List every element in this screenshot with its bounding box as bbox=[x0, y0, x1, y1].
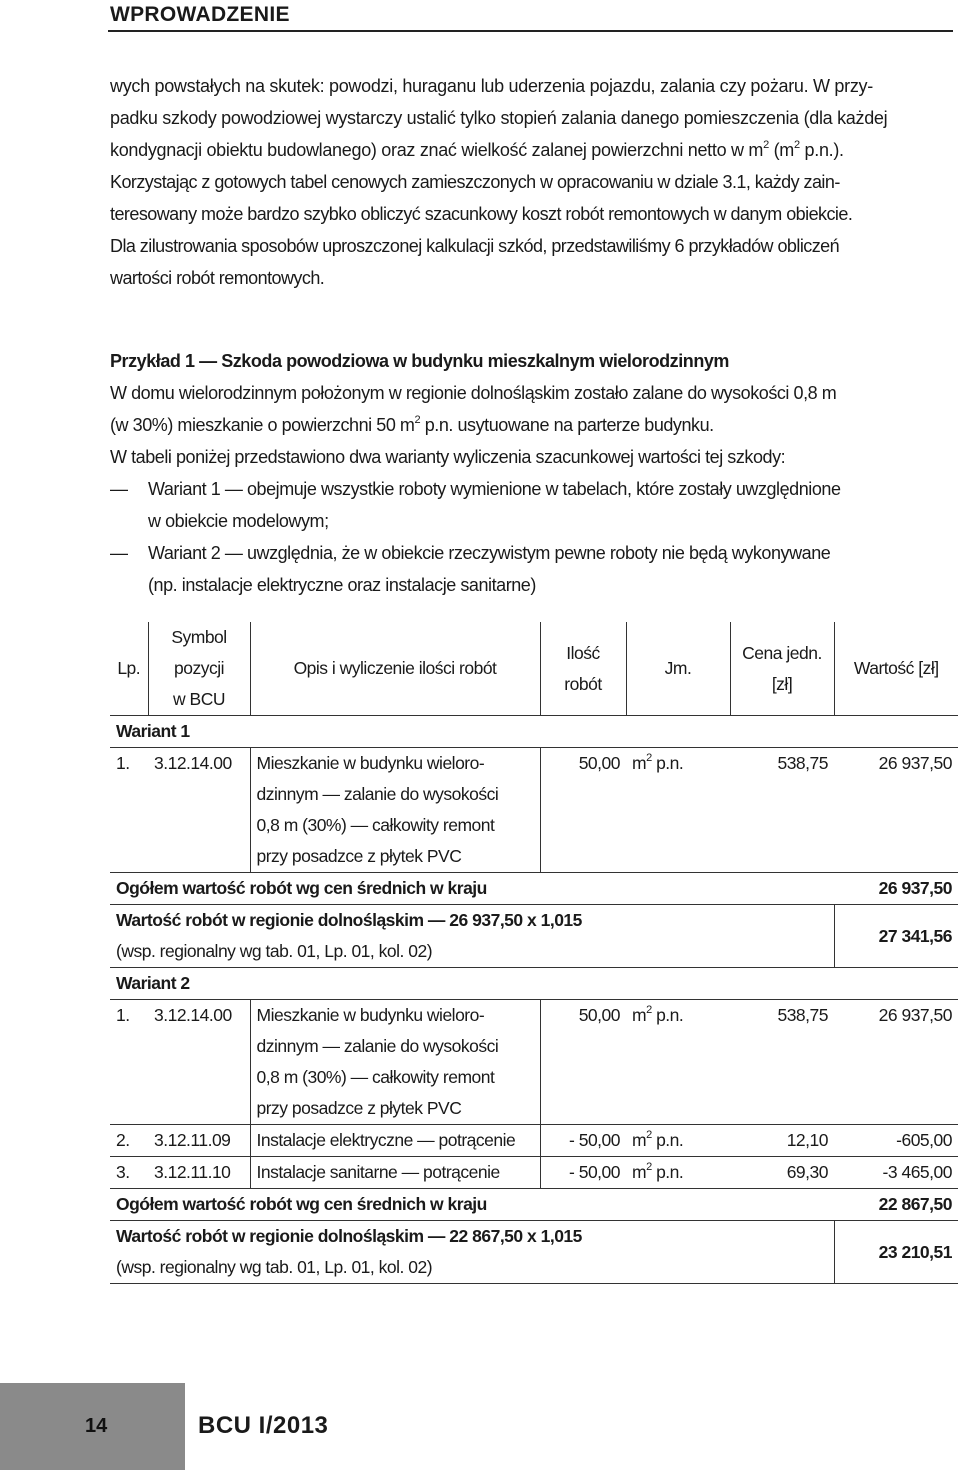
cell-jm: $m^2$ p.n. bbox=[632, 1129, 684, 1150]
intro-line: Korzystając z gotowych tabel cenowych zamieszczonych w opracowaniu w dziale 3.1, każdy zain- bbox=[110, 172, 840, 192]
header-jm: Jm. bbox=[626, 622, 730, 716]
cell-wartosc: 26 937,50 bbox=[878, 1005, 952, 1025]
intro-paragraph bbox=[110, 70, 955, 294]
example-line: W tabeli poniżej przedstawiono dwa warianty wyliczenia szacunkowej wartości tej szkody: bbox=[110, 447, 786, 467]
cell-symbol: 3.12.14.00 bbox=[154, 753, 232, 773]
example-line: (w 30%) mieszkanie o powierzchni 50 $m^2$ p.n. usytuowane na parterze budynku. bbox=[110, 414, 714, 435]
intro-line: teresowany może bardzo szybko obliczyć szacunkowy koszt robót remontowych w danym obiekcie. bbox=[110, 204, 853, 224]
variant2-bullet: — Wariant 2 — uwzględnia, że w obiekcie rzeczywistym pewne roboty nie będą wykonywane (np. instalacje elektryczne oraz instalacje sanitarne) bbox=[110, 543, 831, 595]
region-label: Wartość robót w regionie dolnośląskim — 26 937,50 x 1,015 (wsp. regionalny wg tab. 01, Lp. 01, kol. 02) bbox=[116, 910, 582, 961]
cell-opis: Mieszkanie w budynku wieloro- dzinnym — zalanie do wysokości 0,8 m (30%) — całkowity remont przy posadzce z płytek PVC bbox=[250, 748, 540, 873]
cell-ilosc: - 50,00 bbox=[540, 1157, 626, 1189]
total-row bbox=[110, 873, 958, 905]
cell-ilosc: - 50,00 bbox=[540, 1125, 626, 1157]
cell-symbol: 3.12.14.00 bbox=[154, 1005, 232, 1025]
table-row bbox=[110, 1125, 958, 1157]
table-row bbox=[110, 1157, 958, 1189]
variant1-label: Wariant 1 bbox=[116, 721, 190, 741]
variant1-bullet: — Wariant 1 — obejmuje wszystkie roboty wymienione w tabelach, które zostały uwzględnione w obiekcie modelowym; bbox=[110, 479, 841, 531]
header-ilosc: Ilość robót bbox=[540, 622, 626, 716]
region-row bbox=[110, 905, 958, 968]
intro-line: kondygnacji obiektu budowlanego) oraz znać wielkość zalanej powierzchni netto w $m^2$ ($m^2$ p.n.). bbox=[110, 139, 844, 160]
example-title: Przykład 1 — Szkoda powodziowa w budynku mieszkalnym wielorodzinnym bbox=[110, 351, 729, 371]
cell-lp: 1. bbox=[116, 753, 130, 773]
header-wartosc: Wartość [zł] bbox=[834, 622, 958, 716]
header-lp: Lp. bbox=[117, 658, 141, 678]
cell-cena: 538,75 bbox=[777, 753, 828, 773]
table-header-row bbox=[110, 622, 958, 716]
cell-wartosc: -3 465,00 bbox=[882, 1162, 952, 1182]
cell-lp: 3. bbox=[116, 1162, 130, 1182]
publication-title: BCU I/2013 bbox=[198, 1412, 329, 1439]
cell-jm: $m^2$ p.n. bbox=[632, 1004, 684, 1025]
cell-wartosc: -605,00 bbox=[896, 1130, 952, 1150]
region-row bbox=[110, 1221, 958, 1284]
intro-line: wartości robót remontowych. bbox=[110, 268, 325, 288]
variant1-label-row bbox=[110, 716, 958, 748]
cell-symbol: 3.12.11.10 bbox=[154, 1162, 231, 1182]
cost-table bbox=[110, 622, 958, 1284]
intro-line: Dla zilustrowania sposobów uproszczonej kalkulacji szkód, przedstawiliśmy 6 przykładów obliczeń bbox=[110, 236, 840, 256]
cell-opis: Instalacje elektryczne — potrącenie bbox=[250, 1125, 540, 1157]
total-value: 26 937,50 bbox=[878, 878, 952, 898]
total-label: Ogółem wartość robót wg cen średnich w kraju bbox=[116, 1194, 487, 1214]
page-number: 14 bbox=[85, 1415, 108, 1437]
table-row bbox=[110, 1000, 958, 1125]
cell-jm: $m^2$ p.n. bbox=[632, 1161, 684, 1182]
total-value: 22 867,50 bbox=[878, 1194, 952, 1214]
header-symbol: Symbol pozycji w BCU bbox=[148, 622, 250, 716]
cell-cena: 12,10 bbox=[786, 1130, 828, 1150]
example-section bbox=[110, 345, 955, 601]
total-label: Ogółem wartość robót wg cen średnich w kraju bbox=[116, 878, 487, 898]
total-row bbox=[110, 1189, 958, 1221]
cell-wartosc: 26 937,50 bbox=[878, 753, 952, 773]
header-opis: Opis i wyliczenie ilości robót bbox=[250, 622, 540, 716]
region-value: 23 210,51 bbox=[834, 1221, 958, 1284]
intro-line: padku szkody powodziowej wystarczy ustalić tylko stopień zalania danego pomieszczenia (dla każdej bbox=[110, 108, 888, 128]
cell-lp: 1. bbox=[116, 1005, 130, 1025]
variant2-label: Wariant 2 bbox=[116, 973, 190, 993]
cell-cena: 538,75 bbox=[777, 1005, 828, 1025]
header-cena: Cena jedn. [zł] bbox=[730, 622, 834, 716]
cell-symbol: 3.12.11.09 bbox=[154, 1130, 231, 1150]
variant2-label-row bbox=[110, 968, 958, 1000]
intro-line: wych powstałych na skutek: powodzi, huraganu lub uderzenia pojazdu, zalania czy pożaru. W przy- bbox=[110, 76, 873, 96]
cell-opis: Instalacje sanitarne — potrącenie bbox=[250, 1157, 540, 1189]
cell-opis: Mieszkanie w budynku wieloro- dzinnym — zalanie do wysokości 0,8 m (30%) — całkowity remont przy posadzce z płytek PVC bbox=[250, 1000, 540, 1125]
cell-ilosc: 50,00 bbox=[540, 748, 626, 873]
example-line: W domu wielorodzinnym położonym w regionie dolnośląskim zostało zalane do wysokości 0,8 m bbox=[110, 383, 837, 403]
section-header bbox=[108, 0, 953, 32]
cell-jm: $m^2$ p.n. bbox=[632, 752, 684, 773]
region-label: Wartość robót w regionie dolnośląskim — 22 867,50 x 1,015 (wsp. regionalny wg tab. 01, Lp. 01, kol. 02) bbox=[116, 1226, 582, 1277]
table-row bbox=[110, 748, 958, 873]
cell-lp: 2. bbox=[116, 1130, 130, 1150]
cell-ilosc: 50,00 bbox=[540, 1000, 626, 1125]
cell-cena: 69,30 bbox=[786, 1162, 828, 1182]
region-value: 27 341,56 bbox=[834, 905, 958, 968]
section-title: WPROWADZENIE bbox=[110, 3, 290, 26]
page-number-box bbox=[0, 1383, 185, 1470]
